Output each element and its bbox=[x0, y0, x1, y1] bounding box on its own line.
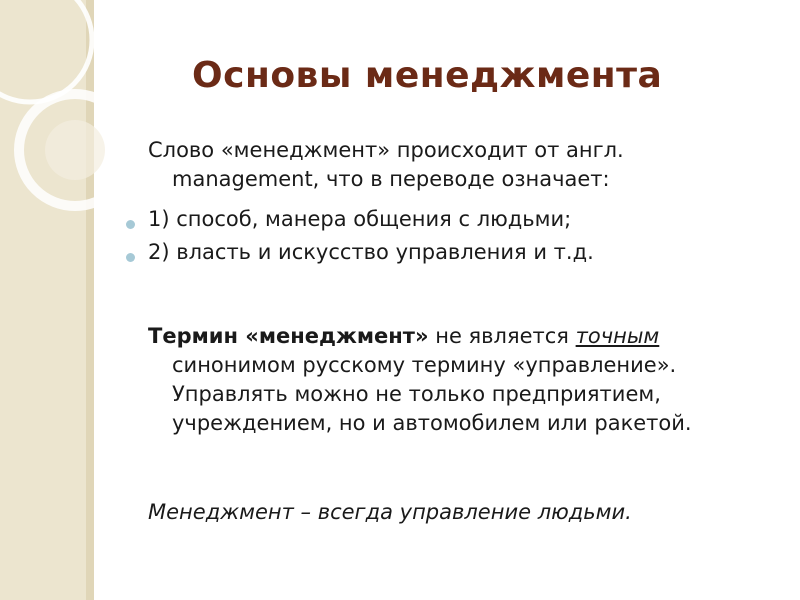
term-text: не является bbox=[428, 324, 576, 348]
term-bold: Термин «менеджмент» bbox=[148, 324, 429, 348]
term-line-2: синонимом русскому термину «управление». bbox=[172, 353, 677, 377]
bullet-item: 1) способ, манера общения с людьми; bbox=[148, 207, 572, 231]
bullet-dot-icon bbox=[126, 253, 135, 262]
decorative-circles bbox=[0, 0, 200, 240]
bullet-item: 2) власть и искусство управления и т.д. bbox=[148, 240, 594, 264]
bullet-dot-icon bbox=[126, 220, 135, 229]
intro-paragraph bbox=[148, 136, 748, 194]
term-line-3: Управлять можно не только предприятием, bbox=[172, 382, 661, 406]
slide-title: Основы менеджмента bbox=[192, 55, 663, 96]
term-emphasis: точным bbox=[575, 324, 660, 348]
intro-line-2: management, что в переводе означает: bbox=[172, 167, 610, 191]
intro-line-1: Слово «менеджмент» происходит от англ. bbox=[148, 138, 624, 162]
conclusion-text: Менеджмент – всегда управление людьми. bbox=[148, 500, 632, 524]
term-paragraph bbox=[148, 322, 778, 438]
term-line-4: учреждением, но и автомобилем или ракетой. bbox=[172, 411, 692, 435]
